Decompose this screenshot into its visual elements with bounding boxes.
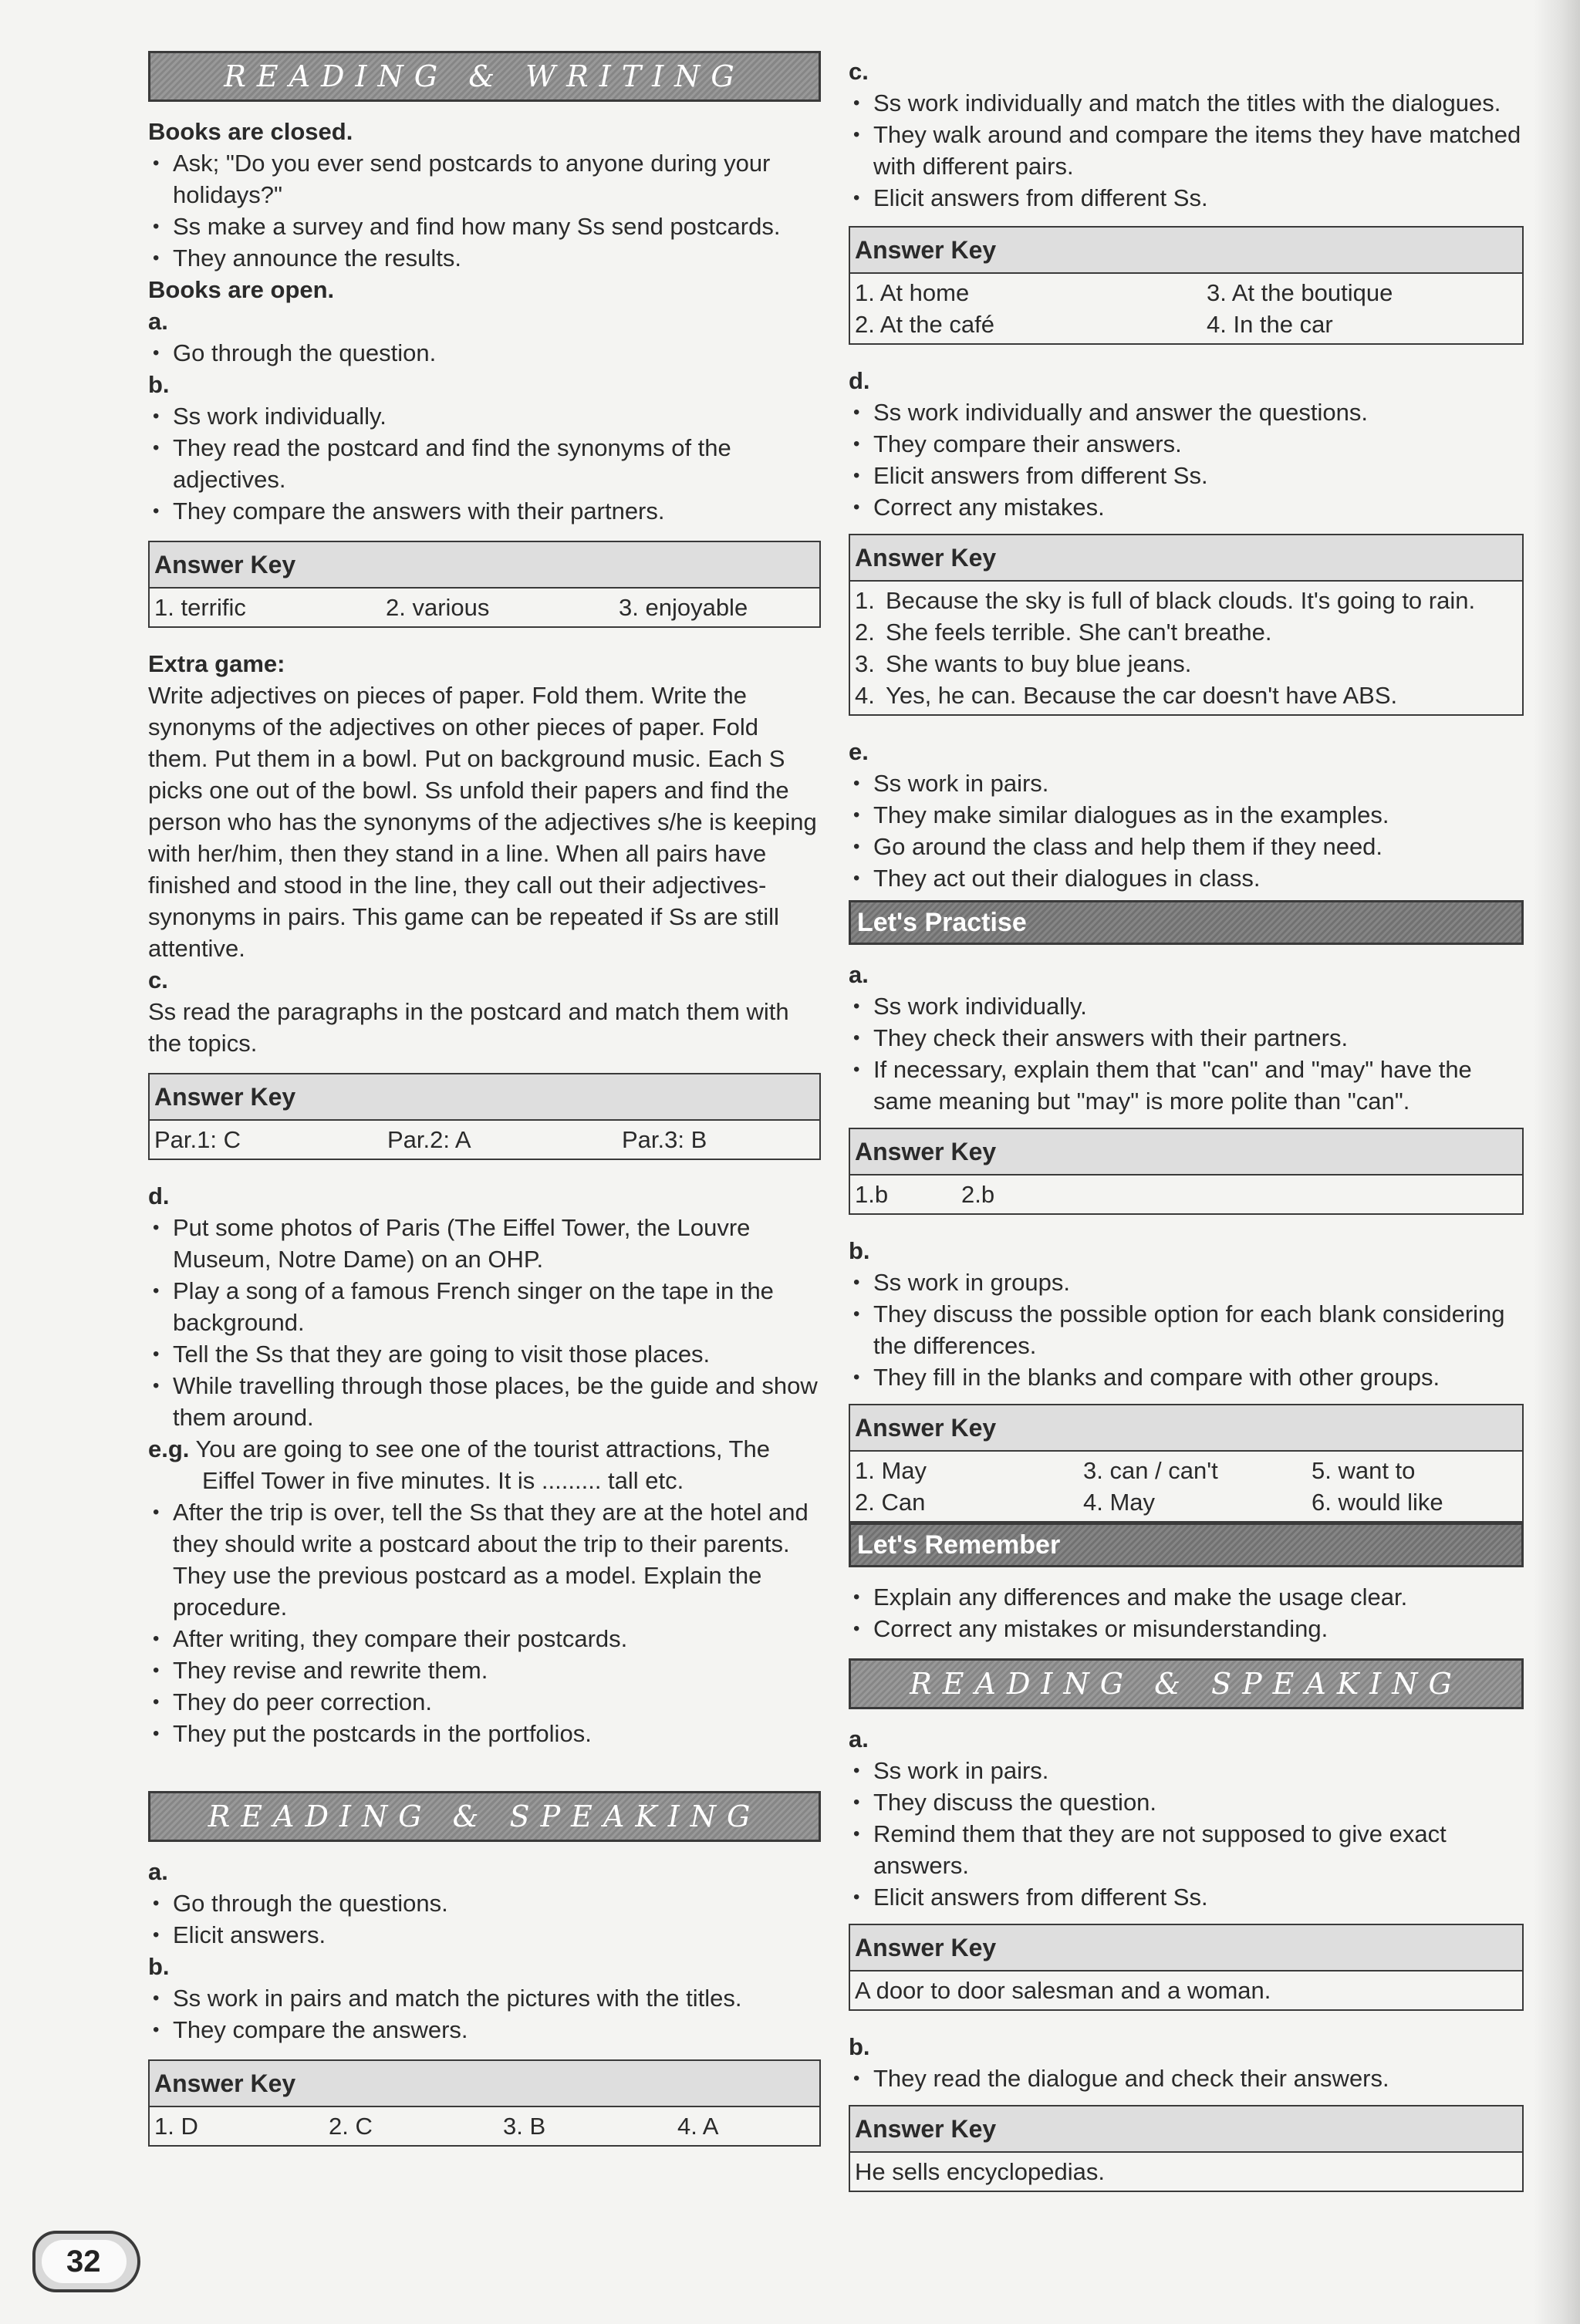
exercise-label: b. xyxy=(148,1953,170,1980)
right-column xyxy=(849,56,1524,2212)
list-item: • They compare their answers. xyxy=(849,428,1524,460)
section-banner-reading-writing: READING & WRITING xyxy=(148,51,821,102)
exercise-b-list xyxy=(148,400,821,527)
answer-cell: 2. Can xyxy=(855,1489,926,1516)
exercise-b2-list xyxy=(148,1982,821,2046)
list-item: • They put the postcards in the portfolios. xyxy=(148,1718,821,1749)
list-item: • They discuss the possible option for each blank considering the differences. xyxy=(849,1298,1524,1361)
answer-cell: 4. A xyxy=(677,2113,719,2140)
answer-cell: 6. would like xyxy=(1312,1489,1443,1516)
example-sentence: You are going to see one of the tourist attractions, The Eiffel Tower in five minutes. It is ......... tall etc. xyxy=(195,1435,770,1494)
exercise-d-list-continued xyxy=(148,1496,821,1749)
books-closed-heading: Books are closed. xyxy=(148,118,353,145)
list-item: • Tell the Ss that they are going to visit those places. xyxy=(148,1338,821,1370)
exercise-label: b. xyxy=(849,1237,870,1264)
list-item: • They check their answers with their partners. xyxy=(849,1022,1524,1054)
extra-game-text: Write adjectives on pieces of paper. Fold them. Write the synonyms of the adjectives on other pieces of paper. Fold them. Put them in a bowl. Put on background music. Each S picks one out of the bowl. Ss unfold their papers and find the person who has the synonyms of the adjectives s/he is keeping with her/him, then they stand in a line. When all pairs have finished and stood in the line, they call out their adjectives-synonyms in pairs. This game can be repeated if Ss are still attentive. xyxy=(148,682,817,962)
list-item: • They discuss the question. xyxy=(849,1786,1524,1818)
answer-key-body xyxy=(150,1121,819,1159)
answer-key-title: Answer Key xyxy=(150,1074,819,1121)
remember-list xyxy=(849,1581,1524,1644)
lets-practise-bar: Let's Practise xyxy=(849,900,1524,945)
list-item: • They do peer correction. xyxy=(148,1686,821,1718)
list-item: • Elicit answers from different Ss. xyxy=(849,182,1524,214)
answer-cell: 2. C xyxy=(329,2113,373,2140)
answer-key-body: A door to door salesman and a woman. xyxy=(855,1977,1271,2004)
list-item: • They walk around and compare the items they have matched with different pairs. xyxy=(849,119,1524,182)
list-item: • They read the dialogue and check their answers. xyxy=(849,2063,1524,2094)
answer-cell: 1. D xyxy=(154,2113,198,2140)
page-edge-shadow xyxy=(1534,0,1580,2324)
answer-key-box xyxy=(849,2105,1524,2192)
answer-key-box xyxy=(849,1924,1524,2011)
answer-key-body xyxy=(150,589,819,626)
books-open-heading: Books are open. xyxy=(148,276,335,303)
answer-key-box xyxy=(148,1073,821,1160)
list-item: • They make similar dialogues as in the examples. xyxy=(849,799,1524,831)
answer-key-title: Answer Key xyxy=(850,2106,1522,2153)
answer-number: 2. xyxy=(855,619,875,646)
answer-cell: 1. May xyxy=(855,1457,927,1484)
example-label: e.g. xyxy=(148,1435,190,1462)
answer-key-box xyxy=(849,1404,1524,1523)
answer-cell: 3. enjoyable xyxy=(619,594,748,621)
practise-b-list xyxy=(849,1267,1524,1393)
answer-key-body xyxy=(850,582,1522,714)
exercise-label: b. xyxy=(148,371,170,398)
answer-cell: 3. B xyxy=(503,2113,546,2140)
lets-remember-bar: Let's Remember xyxy=(849,1523,1524,1567)
list-item: • They revise and rewrite them. xyxy=(148,1654,821,1686)
practise-a-list xyxy=(849,990,1524,1117)
list-item: • Ask; "Do you ever send postcards to anyone during your holidays?" xyxy=(148,147,821,211)
list-item: • Elicit answers. xyxy=(148,1919,821,1951)
reading-b-list xyxy=(849,2063,1524,2094)
answer-number: 4. xyxy=(855,682,875,709)
exercise-label: b. xyxy=(849,2033,870,2060)
answer-cell: 2. various xyxy=(386,594,490,621)
answer-cell: 4. In the car xyxy=(1207,311,1333,338)
answer-cell: Par.1: C xyxy=(154,1126,241,1153)
answer-key-body xyxy=(850,274,1522,343)
exercise-label: e. xyxy=(849,738,869,765)
answer-key-title: Answer Key xyxy=(850,1129,1522,1175)
exercise-c-text: Ss read the paragraphs in the postcard and match them with the topics. xyxy=(148,998,789,1057)
answer-cell: 5. want to xyxy=(1312,1457,1416,1484)
answer-key-title: Answer Key xyxy=(850,1405,1522,1452)
list-item: • Go around the class and help them if they need. xyxy=(849,831,1524,862)
answer-key-box xyxy=(849,1128,1524,1215)
list-item: • Ss work individually. xyxy=(849,990,1524,1022)
list-item: • Explain any differences and make the usage clear. xyxy=(849,1581,1524,1613)
list-item: • While travelling through those places, be the guide and show them around. xyxy=(148,1370,821,1433)
list-item: • Ss make a survey and find how many Ss send postcards. xyxy=(148,211,821,242)
answer-key-title: Answer Key xyxy=(850,535,1522,582)
answer-cell: 2.b xyxy=(961,1181,995,1208)
answer-key-title: Answer Key xyxy=(150,542,819,589)
exercise-label: a. xyxy=(849,1725,869,1752)
exercise-a-list xyxy=(148,337,821,369)
answer-key-body xyxy=(150,2107,819,2145)
answer-key-box xyxy=(148,541,821,628)
list-item: • Ss work individually and answer the questions. xyxy=(849,396,1524,428)
example-text xyxy=(148,1433,821,1496)
answer-key-box xyxy=(849,226,1524,345)
answer-number: 3. xyxy=(855,650,875,677)
answer-cell: 4. May xyxy=(1083,1489,1156,1516)
exercise-label: a. xyxy=(148,308,168,335)
list-item: • Correct any mistakes. xyxy=(849,491,1524,523)
exercise-label: a. xyxy=(148,1858,168,1885)
left-column xyxy=(148,46,821,2167)
list-item: • Ss work in groups. xyxy=(849,1267,1524,1298)
extra-game-heading: Extra game: xyxy=(148,650,285,677)
list-item: • Put some photos of Paris (The Eiffel Tower, the Louvre Museum, Notre Dame) on an OHP. xyxy=(148,1212,821,1275)
answer-cell: 2. At the café xyxy=(855,311,994,338)
section-banner-reading-speaking: READING & SPEAKING xyxy=(849,1658,1524,1709)
list-item: • Elicit answers from different Ss. xyxy=(849,1881,1524,1913)
answer-key-title: Answer Key xyxy=(150,2061,819,2107)
exercise-label: c. xyxy=(148,966,168,993)
answer-key-body xyxy=(850,1452,1522,1521)
list-item: • Ss work individually. xyxy=(148,400,821,432)
answer-cell: Par.2: A xyxy=(387,1126,471,1153)
exercise-d-list xyxy=(849,396,1524,523)
list-item: • They act out their dialogues in class. xyxy=(849,862,1524,894)
list-item: • They compare the answers. xyxy=(148,2014,821,2046)
answer-key-title: Answer Key xyxy=(850,228,1522,274)
answer-text: She wants to buy blue jeans. xyxy=(886,650,1192,677)
answer-key-body: He sells encyclopedias. xyxy=(855,2158,1105,2185)
section-banner-reading-speaking: READING & SPEAKING xyxy=(148,1791,821,1842)
list-item: • Ss work in pairs and match the pictures with the titles. xyxy=(148,1982,821,2014)
answer-key-body xyxy=(850,1175,1522,1213)
answer-text: She feels terrible. She can't breathe. xyxy=(886,619,1272,646)
answer-cell: 3. can / can't xyxy=(1083,1457,1218,1484)
list-item: • Go through the questions. xyxy=(148,1887,821,1919)
list-item: • Play a song of a famous French singer on the tape in the background. xyxy=(148,1275,821,1338)
list-item: • They read the postcard and find the synonyms of the adjectives. xyxy=(148,432,821,495)
exercise-c-list xyxy=(849,87,1524,214)
exercise-label: c. xyxy=(849,58,869,85)
list-item: • Go through the question. xyxy=(148,337,821,369)
list-item: • Elicit answers from different Ss. xyxy=(849,460,1524,491)
exercise-a2-list xyxy=(148,1887,821,1951)
list-item: • Ss work in pairs. xyxy=(849,767,1524,799)
answer-text: Yes, he can. Because the car doesn't have ABS. xyxy=(886,682,1398,709)
list-item: • Ss work in pairs. xyxy=(849,1755,1524,1786)
answer-cell: 1. At home xyxy=(855,279,970,306)
page-number: 32 xyxy=(66,2244,101,2278)
answer-cell: 1.b xyxy=(855,1181,889,1208)
answer-key-box xyxy=(849,534,1524,716)
list-item: • Correct any mistakes or misunderstanding. xyxy=(849,1613,1524,1644)
answer-key-box xyxy=(148,2059,821,2147)
list-item: • They announce the results. xyxy=(148,242,821,274)
list-item: • If necessary, explain them that "can" and "may" have the same meaning but "may" is more polite than "can". xyxy=(849,1054,1524,1117)
answer-cell: 3. At the boutique xyxy=(1207,279,1393,306)
books-closed-list xyxy=(148,147,821,274)
reading-a-list xyxy=(849,1755,1524,1913)
list-item: • After the trip is over, tell the Ss that they are at the hotel and they should write a postcard about the trip to their parents. They use the previous postcard as a model. Explain the procedure. xyxy=(148,1496,821,1623)
list-item: • After writing, they compare their postcards. xyxy=(148,1623,821,1654)
exercise-e-list xyxy=(849,767,1524,894)
answer-text: Because the sky is full of black clouds. It's going to rain. xyxy=(886,587,1476,614)
answer-key-title: Answer Key xyxy=(850,1925,1522,1972)
list-item: • Remind them that they are not supposed to give exact answers. xyxy=(849,1818,1524,1881)
list-item: • They compare the answers with their partners. xyxy=(148,495,821,527)
exercise-label: d. xyxy=(148,1182,170,1209)
page-number-badge xyxy=(32,2231,140,2292)
exercise-label: d. xyxy=(849,367,870,394)
answer-cell: Par.3: B xyxy=(622,1126,707,1153)
exercise-label: a. xyxy=(849,961,869,988)
exercise-d-list xyxy=(148,1212,821,1433)
answer-cell: 1. terrific xyxy=(154,594,246,621)
list-item: • Ss work individually and match the titles with the dialogues. xyxy=(849,87,1524,119)
answer-number: 1. xyxy=(855,587,875,614)
list-item: • They fill in the blanks and compare with other groups. xyxy=(849,1361,1524,1393)
